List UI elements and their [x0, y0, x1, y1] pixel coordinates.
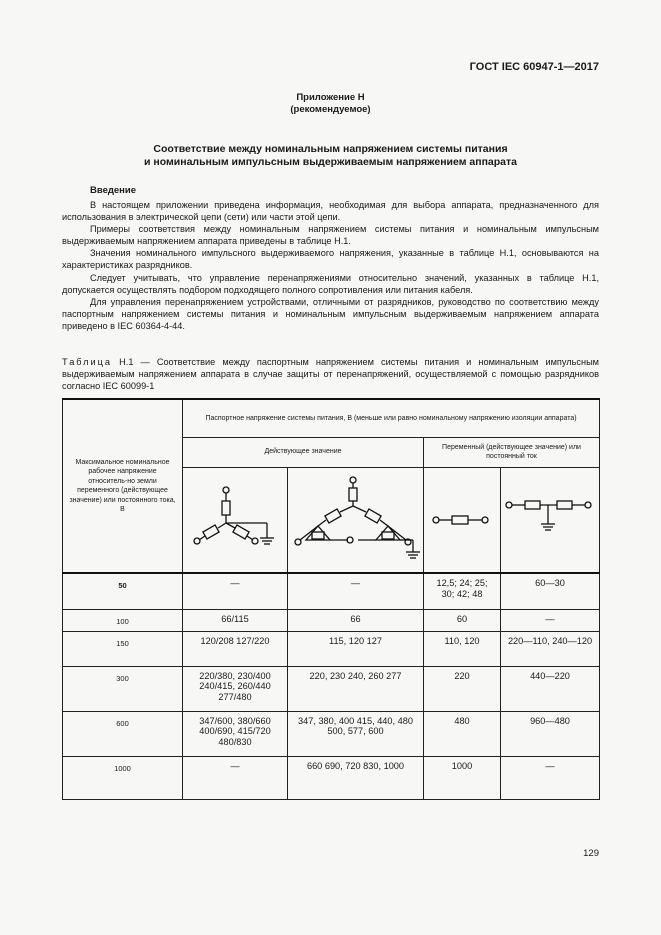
value-cell: 115, 120 127 [288, 631, 424, 666]
value-cell: 12,5; 24; 25; 30; 42; 48 [424, 573, 501, 609]
standard-designation: ГОСТ IEC 60947-1—2017 [469, 61, 599, 73]
header-rms: Действующее значение [183, 437, 424, 467]
value-cell: — [501, 756, 600, 799]
value-cell: 60—30 [501, 573, 600, 609]
section-title-line1: Соответствие между номинальным напряжением системы питания [153, 143, 508, 155]
page-number: 129 [583, 848, 599, 859]
diagram-split-earthed [501, 467, 600, 573]
value-cell: 220—110, 240—120 [501, 631, 600, 666]
value-cell: 347, 380, 400 415, 440, 480 500, 577, 600 [288, 711, 424, 756]
row-voltage-cell: 300 [63, 666, 183, 711]
value-cell: 1000 [424, 756, 501, 799]
header-ac-dc: Переменный (действующее значение) или постоянный ток [424, 437, 600, 467]
row-voltage-cell: 150 [63, 631, 183, 666]
table-row [63, 666, 600, 711]
value-cell: — [288, 573, 424, 609]
value-cell: — [183, 573, 288, 609]
row-voltage-cell: 50 [63, 573, 183, 609]
value-cell: 110, 120 [424, 631, 501, 666]
three-phase-star-earthed-neutral-icon [183, 468, 287, 572]
intro-paragraph-5: Для управления перенапряжением устройствами, отличными от разрядников, руководство по соответствию между паспортным напряжением системы питания и номинальным импульсным выдерживаемым напряжением аппарата приведено в IEC 60364-4-44. [62, 296, 599, 331]
value-cell: 440—220 [501, 666, 600, 711]
intro-heading: Введение [90, 185, 137, 196]
value-cell: — [501, 609, 600, 631]
value-cell: 220, 230 240, 260 277 [288, 666, 424, 711]
row-voltage-cell: 1000 [63, 756, 183, 799]
diagram-star-delta-earthed [288, 467, 424, 573]
voltage-table [62, 398, 600, 800]
intro-paragraph-4: Следует учитывать, что управление перенапряжениями относительно значений, указанных в таблице Н.1, допускается осуществлять подбором подходящего полного сопротивления или питания кабеля. [62, 272, 599, 295]
intro-paragraph-3: Значения номинального импульсного выдерживаемого напряжения, указанные в таблице Н.1, основываются на характеристиках разрядников. [62, 248, 599, 271]
value-cell: 66 [288, 609, 424, 631]
appendix-title: Приложение Н [296, 92, 365, 103]
table-row [63, 573, 600, 609]
intro-paragraph-2: Примеры соответствия между номинальным напряжением системы питания и номинальным импульсным выдерживаемым напряжением аппарата приведены в таблице Н.1. [62, 224, 599, 247]
row-voltage-cell: 100 [63, 609, 183, 631]
section-title [0, 143, 661, 169]
appendix-subtitle: (рекомендуемое) [290, 104, 371, 115]
value-cell: 220 [424, 666, 501, 711]
value-cell: 347/600, 380/660 400/690, 415/720 480/830 [183, 711, 288, 756]
table-row [63, 756, 600, 799]
table-caption-text: Н.1 — Соответствие между паспортным напряжением системы питания и номинальным импульсным выдерживаемым напряжением аппарата в случае защиты от перенапряжений, осуществляемой с помощью разрядников согласно IEC 60099-1 [62, 357, 599, 392]
table-row [63, 631, 600, 666]
value-cell: 660 690, 720 830, 1000 [288, 756, 424, 799]
value-cell: — [183, 756, 288, 799]
intro-body [62, 199, 599, 332]
diagram-star-neutral-earthed [183, 467, 288, 573]
two-wire-earthed-midpoint-icon [501, 490, 599, 550]
value-cell: 220/380, 230/400 240/415, 260/440 277/480 [183, 666, 288, 711]
value-cell: 60 [424, 609, 501, 631]
value-cell: 66/115 [183, 609, 288, 631]
table-caption [62, 356, 599, 392]
table-caption-label: Таблица [62, 357, 113, 367]
appendix-heading [0, 92, 661, 116]
header-supply-voltage: Паспортное напряжение системы питания, В (меньше или равно номинальному напряжению изоляции аппарата) [183, 399, 600, 437]
value-cell: 120/208 127/220 [183, 631, 288, 666]
value-cell: 960—480 [501, 711, 600, 756]
diagram-single-phase [424, 467, 501, 573]
section-title-line2: и номинальным импульсным выдерживаемым напряжением аппарата [144, 156, 517, 168]
header-max-voltage: Максимальное номинальное рабочее напряжение относитель-но земли переменного (действующее значение) или постоянного тока, В [63, 399, 183, 573]
table-row [63, 711, 600, 756]
row-voltage-cell: 600 [63, 711, 183, 756]
three-phase-delta-earthed-icon [288, 468, 423, 572]
single-phase-resistor-icon [424, 500, 500, 540]
value-cell: 480 [424, 711, 501, 756]
table-row [63, 609, 600, 631]
intro-paragraph-1: В настоящем приложении приведена информация, необходимая для выбора аппарата, предназначенного для использования в электрической цепи (сети) или части этой цепи. [62, 200, 599, 223]
